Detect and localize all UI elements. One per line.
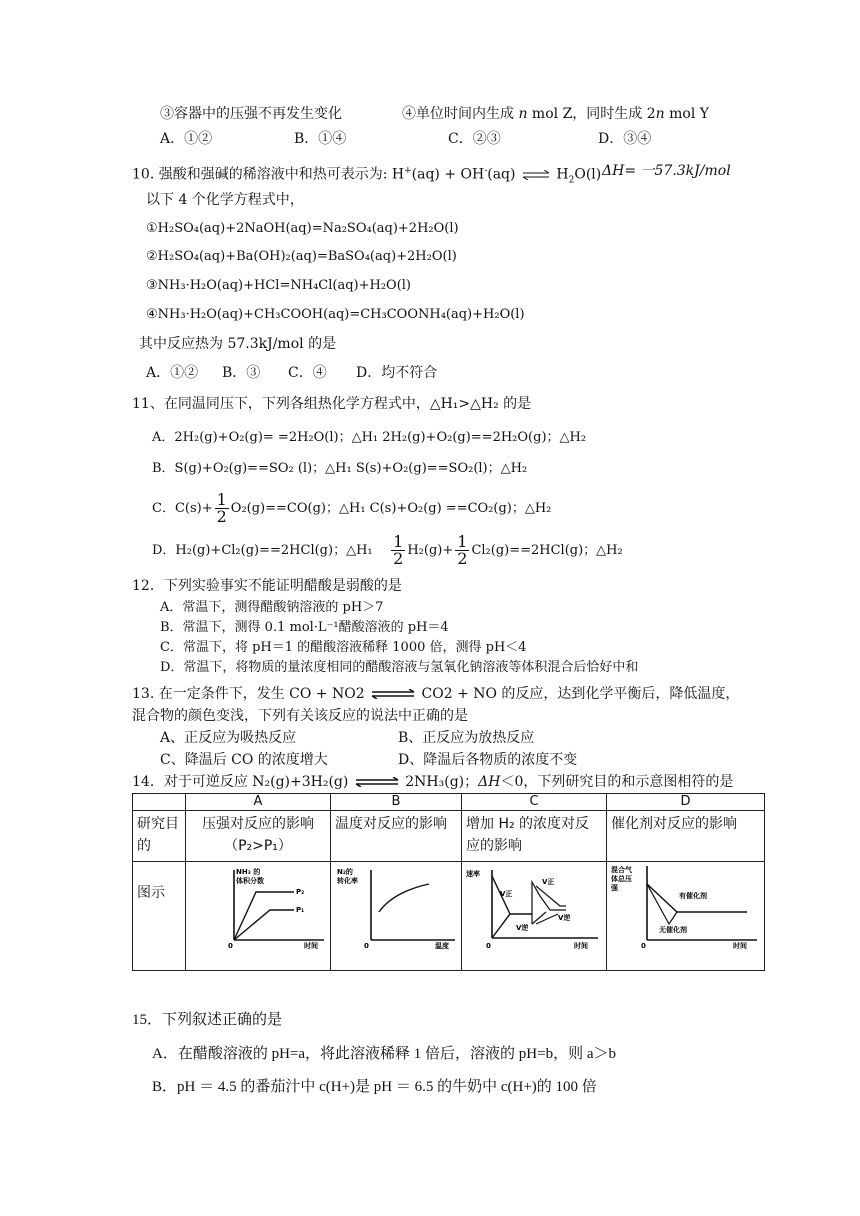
purpose-c: 增加 H₂ 的浓度对反应的影响: [462, 811, 607, 862]
q13-option-b: B、正反应为放热反应: [398, 730, 535, 746]
graph-d-catalyst: [607, 862, 764, 950]
figure-a: [186, 862, 331, 971]
q10-option-a: A．①②: [146, 365, 199, 381]
header-c: C: [462, 794, 607, 811]
q9-statement-3: ③容器中的压强不再发生变化: [160, 106, 342, 122]
graph-a-pressure: [186, 862, 330, 950]
graph-d-xlabel: 时间: [733, 942, 747, 950]
purpose-a: 压强对反应的影响（P₂>P₁）: [186, 811, 331, 862]
q15-option-b: B．pH ＝ 4.5 的番茄汁中 c(H+)是 pH ＝ 6.5 的牛奶中 c(H+)的 100 倍: [152, 1079, 597, 1095]
q14-header-row: [133, 794, 765, 811]
graph-b-temperature: [331, 862, 461, 950]
fraction-half: $\frac{1}{2}$: [393, 532, 404, 568]
q9-option-d: D．③④: [598, 131, 652, 147]
graph-a-ylabel-2: 体积分数: [236, 877, 264, 885]
q12-stem: 12．下列实验事实不能证明醋酸是弱酸的是: [132, 578, 402, 594]
equilibrium-arrow-icon: [355, 777, 399, 787]
header-b: B: [331, 794, 462, 811]
q13-stem-line2: 混合物的颜色变浅，下列有关该反应的说法中正确的是: [132, 708, 468, 724]
graph-d-label-cat: 有催化剂: [679, 892, 707, 900]
equilibrium-arrow-icon: [522, 170, 550, 180]
q13-option-a: A、正反应为吸热反应: [160, 730, 297, 746]
q14-purpose-row: [133, 811, 765, 862]
q10-equation-2: ②H₂SO₄(aq)+Ba(OH)₂(aq)=BaSO₄(aq)+2H₂O(l): [146, 249, 457, 264]
q10-equation-4: ④NH₃·H₂O(aq)+CH₃COOH(aq)=CH₃COONH₄(aq)+H₂O(l): [146, 307, 525, 322]
graph-a-label-p1: P₁: [296, 906, 305, 914]
graph-c-label-vrev2: V逆: [558, 914, 571, 922]
q10-option-c: C．④: [288, 365, 327, 381]
graph-b-curve: [379, 884, 429, 912]
purpose-b: 温度对反应的影响: [331, 811, 462, 862]
graph-c-ylabel: 速率: [466, 870, 480, 878]
graph-c-concentration: [462, 862, 606, 950]
q14-table: [132, 793, 765, 971]
graph-c-origin: 0: [486, 942, 491, 950]
q10-option-b: B．③: [222, 365, 261, 381]
graph-c-curve-reverse: [492, 914, 510, 938]
graph-b-xlabel: 温度: [435, 942, 449, 950]
q15-stem: 15．下列叙述正确的是: [132, 1012, 283, 1028]
q11-option-d: D．H₂(g)+Cl₂(g)==2HCl(g)；△H₁ $\frac{1}{2}$ H₂(g)+ $\frac{1}{2}$ Cl₂(g)==2HCl(g)；△H₂: [152, 532, 623, 568]
q13-option-d: D、降温后各物质的浓度不变: [398, 752, 578, 768]
q12-option-b: B．常温下，测得 0.1 mol·L⁻¹醋酸溶液的 pH＝4: [160, 620, 449, 635]
graph-c-label-vfwd2: V正: [542, 878, 555, 886]
q10-intro: 以下 4 个化学方程式中，: [146, 192, 304, 208]
q11-option-c: C．C(s)+ $\frac{1}{2}$ O₂(g)==CO(g)；△H₁ C(s)+O₂(g) ==CO₂(g)；△H₂: [152, 490, 552, 526]
header-d: D: [607, 794, 765, 811]
fraction-half: $\frac{1}{2}$: [216, 490, 227, 526]
graph-d-ylabel-2: 体总压: [611, 875, 632, 883]
header-a: A: [186, 794, 331, 811]
q14-figure-row: [133, 862, 765, 971]
q10-equation-1: ①H₂SO₄(aq)+2NaOH(aq)=Na₂SO₄(aq)+2H₂O(l): [146, 221, 459, 236]
q10-question: 其中反应热为 57.3kJ/mol 的是: [139, 336, 337, 352]
graph-d-label-nocat: 无催化剂: [659, 926, 687, 934]
q9-statement-4: ④单位时间内生成 n mol Z，同时生成 2n mol Y: [402, 106, 710, 122]
q10-enthalpy: ΔH= 一57.3kJ/mol: [602, 163, 731, 179]
q11-stem: 11、在同温同压下，下列各组热化学方程式中，△H₁>△H₂ 的是: [132, 396, 532, 412]
figure-c: [462, 862, 607, 971]
graph-c-xlabel: 时间: [574, 942, 588, 950]
equilibrium-arrow-icon: [371, 689, 415, 699]
q15-option-a: A．在醋酸溶液的 pH=a，将此溶液稀释 1 倍后，溶液的 pH=b，则 a＞b: [152, 1046, 616, 1062]
q12-option-c: C．常温下，将 pH＝1 的醋酸溶液稀释 1000 倍，测得 pH＜4: [160, 640, 527, 655]
q10-equation-3: ③NH₃·H₂O(aq)+HCl=NH₄Cl(aq)+H₂O(l): [146, 278, 412, 293]
q11-option-b: B．S(g)+O₂(g)==SO₂ (l)；△H₁ S(s)+O₂(g)==SO₂(l)；△H₂: [152, 461, 528, 476]
q13-stem: 13. 在一定条件下，发生 CO + NO2 CO2 + NO 的反应，达到化学平衡后，降低温度，: [132, 686, 740, 702]
graph-d-ylabel: 混合气: [611, 866, 632, 874]
graph-a-label-p2: P₂: [296, 888, 305, 896]
q9-option-b: B．①④: [294, 131, 347, 147]
header-blank: [133, 794, 186, 811]
purpose-d: 催化剂对反应的影响: [607, 811, 765, 862]
graph-b-ylabel: N₂的: [337, 868, 353, 876]
q10-stem: 10. 强酸和强碱的稀溶液中和热可表示为: H+(aq) + OH-(aq) $H_2O(l)$: [132, 166, 602, 186]
graph-c-label-vrev: V逆: [516, 924, 529, 932]
q10-option-d: D．均不符合: [356, 365, 438, 381]
figure-b: [331, 862, 462, 971]
q12-option-a: A．常温下，测得醋酸钠溶液的 pH＞7: [160, 600, 384, 615]
graph-d-ylabel-3: 强: [611, 884, 618, 892]
graph-a-xlabel: 时间: [304, 942, 318, 950]
q13-option-c: C、降温后 CO 的浓度增大: [160, 752, 328, 768]
graph-d-origin: 0: [641, 942, 646, 950]
graph-d-curve-nocat: [647, 884, 677, 924]
fraction-half: $\frac{1}{2}$: [457, 532, 468, 568]
figure-label: 图示: [133, 862, 186, 971]
graph-a-origin: 0: [228, 942, 233, 950]
figure-d: [607, 862, 765, 971]
graph-a-curve-p1: [234, 910, 294, 940]
q9-option-a: A．①②: [160, 131, 213, 147]
q14-stem: 14．对于可逆反应 N₂(g)+3H₂(g) 2NH₃(g)；ΔH＜0，下列研究目的和示意图相符的是: [132, 774, 734, 790]
q11-option-a: A．2H₂(g)+O₂(g)= =2H₂O(l)；△H₁ 2H₂(g)+O₂(g)==2H₂O(g)；△H₂: [152, 430, 587, 445]
graph-c-label-vfwd: V正: [500, 890, 513, 898]
graph-b-ylabel-2: 转化率: [337, 877, 358, 885]
purpose-label: 研究目的: [133, 811, 186, 862]
graph-a-ylabel: NH₃ 的: [236, 868, 261, 876]
q9-option-c: C．②③: [448, 131, 501, 147]
q12-option-d: D．常温下，将物质的量浓度相同的醋酸溶液与氢氧化钠溶液等体积混合后恰好中和: [160, 660, 639, 675]
graph-b-origin: 0: [364, 942, 369, 950]
